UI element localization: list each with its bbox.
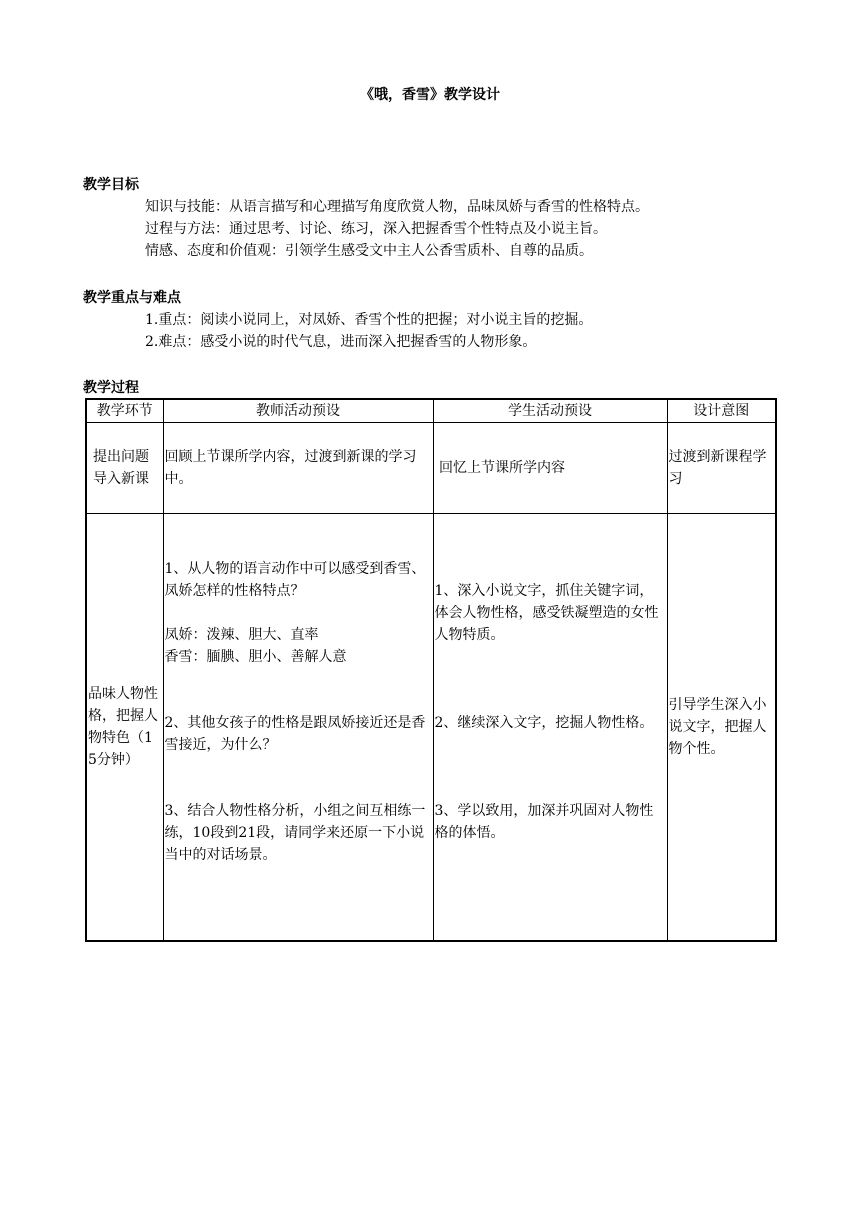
goal-process: 过程与方法：通过思考、讨论、练习，深入把握香雪个性特点及小说主旨。 xyxy=(145,221,607,237)
intent-cell: 引导学生深入小说文字，把握人物个性。 xyxy=(667,514,776,942)
teacher-cell: 回顾上节课所学内容，过渡到新课的学习中。 xyxy=(163,423,433,514)
intent-cell: 过渡到新课程学习 xyxy=(667,423,776,514)
teacher-fengjiao-traits: 凤娇：泼辣、胆大、直率 xyxy=(164,627,319,643)
goal-knowledge: 知识与技能：从语言描写和心理描写角度欣赏人物，品味凤娇与香雪的性格特点。 xyxy=(145,199,649,215)
stage-cell: 品味人物性格，把握人物特色（15分钟） xyxy=(86,514,163,942)
table-row xyxy=(86,423,776,514)
key-point: 1.重点：阅读小说同上，对凤娇、香雪个性的把握；对小说主旨的挖掘。 xyxy=(145,312,593,328)
key-points-heading: 教学重点与难点 xyxy=(83,290,181,306)
column-header-teacher: 教师活动预设 xyxy=(163,399,433,423)
process-table xyxy=(85,398,777,942)
goal-emotion: 情感、态度和价值观：引领学生感受文中主人公香雪质朴、自尊的品质。 xyxy=(145,243,593,259)
table-row xyxy=(86,514,776,942)
column-header-stage: 教学环节 xyxy=(86,399,163,423)
column-header-student: 学生活动预设 xyxy=(433,399,667,423)
teacher-question-3: 3、结合人物性格分析，小组之间互相练一练，10段到21段，请同学来还原一下小说当中的对话场景。 xyxy=(164,803,426,863)
student-cell: 回忆上节课所学内容 xyxy=(433,423,667,514)
teacher-question-1: 1、从人物的语言动作中可以感受到香雪、凤娇怎样的性格特点？ xyxy=(164,561,426,599)
student-cell xyxy=(433,514,667,942)
teacher-xiangxue-traits: 香雪：腼腆、胆小、善解人意 xyxy=(164,649,347,665)
student-answer-1: 1、深入小说文字，抓住关键字词，体会人物性格，感受铁凝塑造的女性人物特质。 xyxy=(434,583,659,643)
process-heading: 教学过程 xyxy=(83,380,139,396)
table-header-row xyxy=(86,399,776,423)
goals-heading: 教学目标 xyxy=(83,177,139,193)
column-header-intent: 设计意图 xyxy=(667,399,776,423)
student-answer-3: 3、学以致用，加深并巩固对人物性格的体悟。 xyxy=(434,803,654,841)
teacher-cell xyxy=(163,514,433,942)
document-title: 《哦，香雪》教学设计 xyxy=(360,87,500,103)
student-answer-2: 2、继续深入文字，挖掘人物性格。 xyxy=(434,715,654,731)
stage-cell: 提出问题导入新课 xyxy=(86,423,163,514)
teacher-question-2: 2、其他女孩子的性格是跟凤娇接近还是香雪接近，为什么？ xyxy=(164,715,426,753)
difficult-point: 2.难点：感受小说的时代气息，进而深入把握香雪的人物形象。 xyxy=(145,334,537,350)
